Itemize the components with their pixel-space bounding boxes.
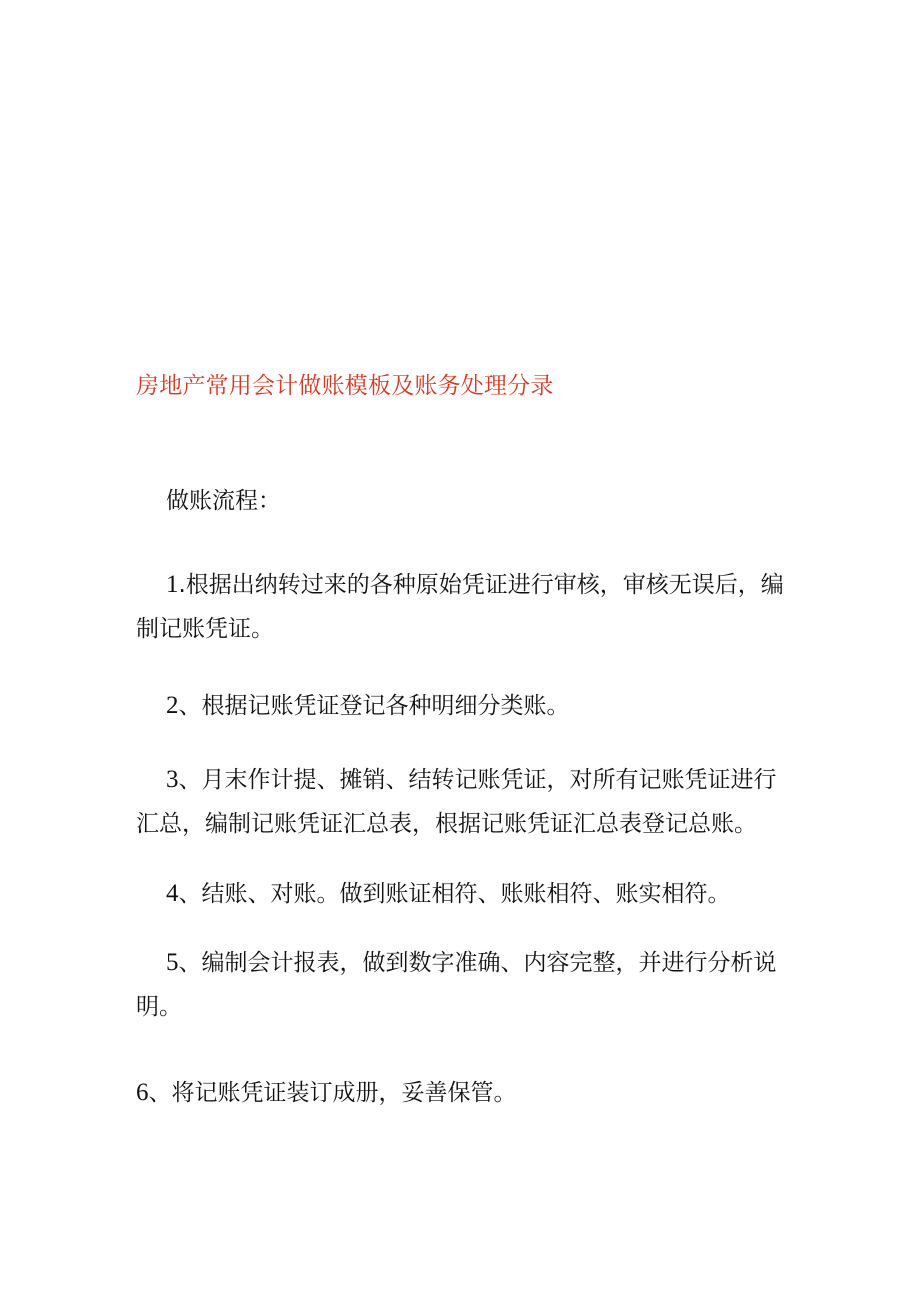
step-4-number: 4 [166,880,179,907]
step-3-line-2: 汇总，编制记账凭证汇总表，根据记账凭证汇总表登记总账。 [136,811,757,837]
step-5-text: 、编制会计报表，做到数字准确、内容完整，并进行分析说 [178,950,777,976]
step-3-number: 3 [166,766,179,793]
step-2-text: 、根据记账凭证登记各种明细分类账。 [178,693,570,719]
step-1-text: .根据出纳转过来的各种原始凭证进行审核，审核无误后，编 [178,572,784,598]
step-1-line-2: 制记账凭证。 [136,616,274,642]
step-5-number: 5 [166,949,179,976]
step-2 [166,684,570,728]
step-4-text: 、结账、对账。做到账证相符、账账相符、账实相符。 [178,881,731,907]
step-6 [136,1071,517,1115]
document-title: 房地产常用会计做账模板及账务处理分录 [136,373,554,399]
step-6-number: 6 [136,1079,149,1106]
step-4 [166,872,731,916]
step-2-number: 2 [166,692,179,719]
step-5-line-2: 明。 [136,994,182,1020]
step-5-line-1 [166,941,777,985]
section-heading: 做账流程： [166,488,281,514]
step-6-text: 、将记账凭证装订成册，妥善保管。 [148,1080,517,1106]
step-3-line-1 [166,758,777,802]
step-1-number: 1 [166,571,179,598]
step-1-line-1 [166,563,784,607]
step-3-text: 、月末作计提、摊销、结转记账凭证，对所有记账凭证进行 [178,767,777,793]
